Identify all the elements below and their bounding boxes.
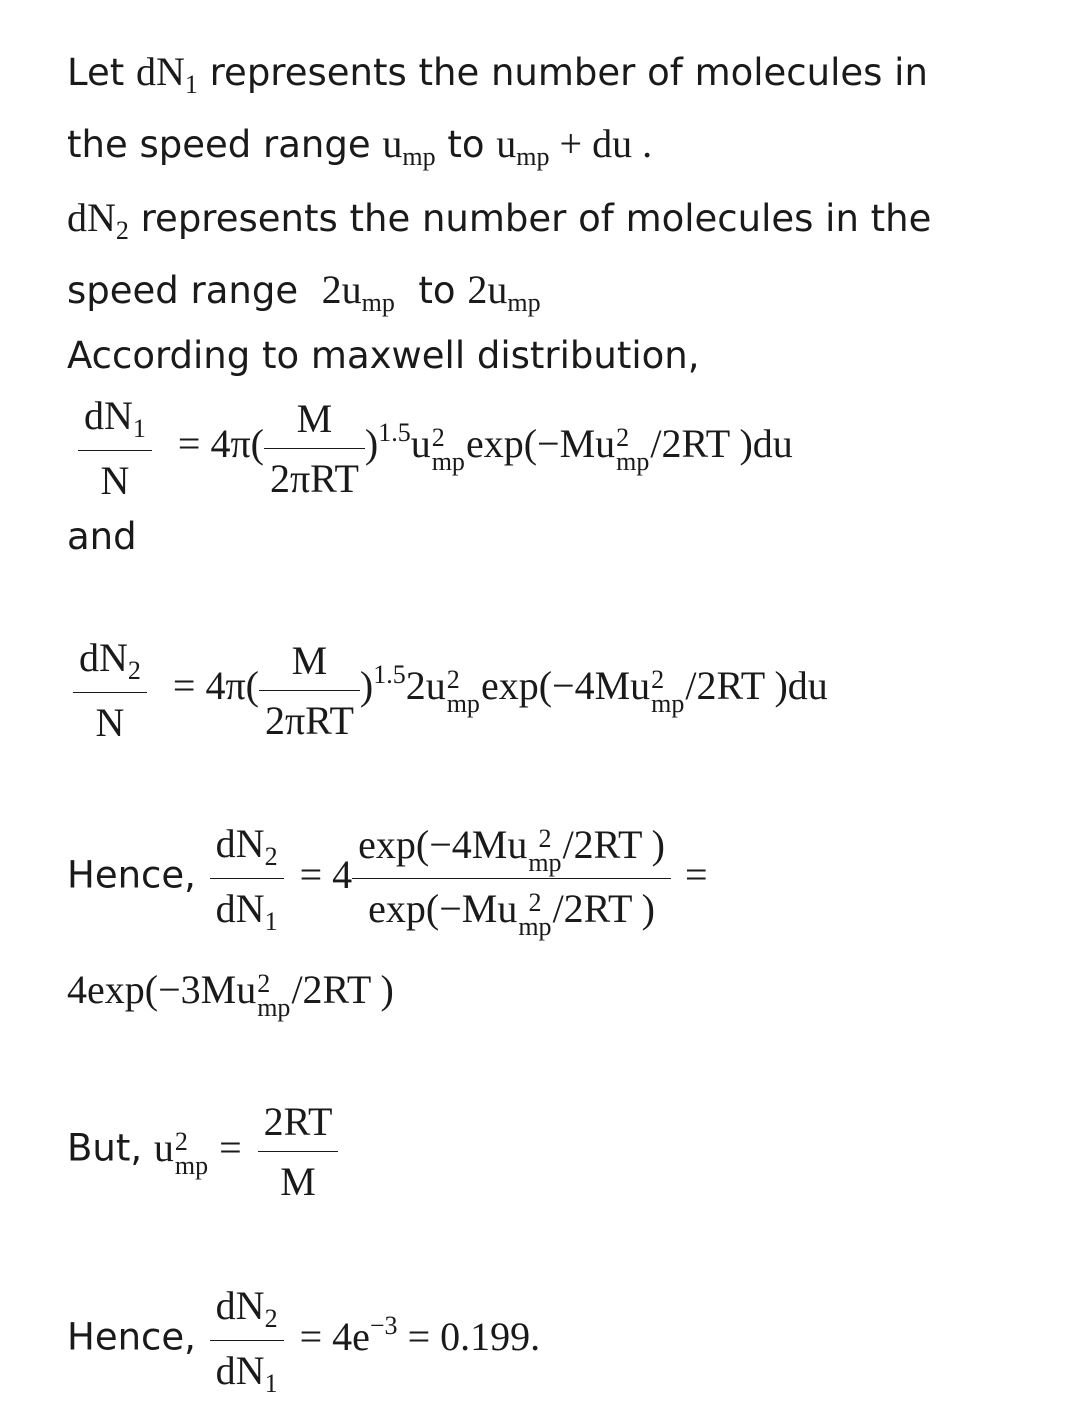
- equation-4exp: 4exp(−3Mu 2 mp /2RT ): [67, 967, 394, 1022]
- math-dN2: $dN_2$: [67, 195, 129, 245]
- text-hence: Hence,: [67, 853, 196, 897]
- fraction-dN2-dN1-2: $\frac{dN_2}{dN_1}$: [210, 1282, 284, 1399]
- line-1: [67, 48, 928, 100]
- equation-result: Hence, $\frac{dN_2}{dN_1}$ = $4e^{-3} = 0.199$.: [67, 1283, 541, 1398]
- equation-but: But, u 2 mp = $\frac{2RT}{M}$: [67, 1098, 344, 1205]
- fraction-M-2piRT: $\frac{M}{\text{2πRT}}$: [264, 395, 365, 502]
- text-to-2: to: [418, 269, 456, 312]
- math-u-mp-plus-du: $u_{mp}$ + du .: [496, 121, 653, 171]
- text-and: and: [67, 515, 137, 558]
- math-dN1: $dN_1$: [136, 49, 198, 99]
- fraction-M-2piRT-2: $\frac{M}{\text{2πRT}}$: [259, 637, 360, 744]
- line-and: [67, 515, 137, 558]
- fraction-dN1-N: $\frac{dN_1}{N}$: [78, 392, 152, 504]
- line-4: [67, 266, 541, 318]
- text-hence-2: Hence,: [67, 1315, 196, 1359]
- text-line1-tail: represents the number of molecules in: [209, 51, 928, 94]
- text-but: But,: [67, 1126, 143, 1170]
- text-speed-range-2: speed range: [67, 269, 299, 312]
- math-u-mp: $u_{mp}$: [382, 121, 436, 171]
- text-according: According to maxwell distribution,: [67, 334, 700, 377]
- fraction-dN2-N: $\frac{dN_2}{N}$: [73, 634, 147, 746]
- equation-dN2: $\frac{dN_2}{N}$ = 4π( $\frac{M}{\text{2πRT}}$ )$^{1.5}$2u 2 mp exp(−4Mu 2 mp /2RT )du: [67, 634, 828, 746]
- equation-ratio: Hence, $\frac{dN_2}{dN_1}$ = 4 exp(−4Mu 2 mp /2RT ) exp(−Mu 2 mp /2RT ) =: [67, 821, 708, 941]
- line-according: [67, 334, 700, 377]
- fraction-exp-ratio: exp(−4Mu 2 mp /2RT ) exp(−Mu 2 mp /2RT ): [352, 821, 671, 936]
- equation-dN1: $\frac{dN_1}{N}$ = 4π( $\frac{M}{\text{2πRT}}$ )$^{1.5}$u 2 mp exp(−Mu 2 mp /2RT )du: [72, 392, 793, 504]
- text-speed-range: the speed range: [67, 123, 371, 166]
- text-to: to: [447, 123, 485, 166]
- text-let: Let: [67, 51, 125, 94]
- math-2u-mp-b: $2u_{mp}$: [467, 267, 541, 317]
- math-2u-mp: $2u_{mp}$: [321, 267, 395, 317]
- line-3: [67, 194, 931, 246]
- fraction-2RT-M: $\frac{2RT}{M}$: [258, 1098, 339, 1205]
- fraction-dN2-dN1: $\frac{dN_2}{dN_1}$: [210, 820, 284, 937]
- text-line3-tail: represents the number of molecules in the: [140, 197, 932, 240]
- line-2: [67, 120, 652, 172]
